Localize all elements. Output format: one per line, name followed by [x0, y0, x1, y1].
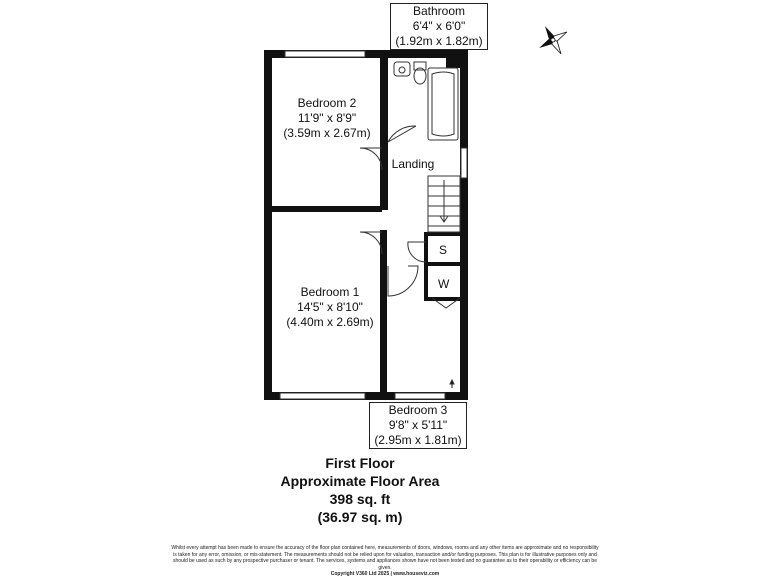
room-size-imperial: 14'5" x 8'10" [297, 300, 363, 314]
room-name: Bedroom 2 [297, 96, 357, 110]
disclaimer-text: Whilst every attempt has been made to ensure the accuracy of the floor plan contained here, measurements of doors, windows, rooms and any other items are approximate and no responsibility is taken for any error, omission, or mis-statement. The measurements should not be relied upon for valuation, transaction and/or funding purposes. This plan is for illustrative purposes only and should be used as such by any prospective purchaser or tenant. The services, systems and appliances shown have not been tested and no guarantee as to their operability or efficiency can be given. [171, 545, 599, 571]
store-label: S [439, 243, 448, 257]
wardrobe-label: W [438, 277, 450, 291]
bedroom1-label [272, 285, 388, 330]
room-size-imperial: 9'8" x 5'11" [388, 418, 448, 432]
disclaimer [170, 545, 600, 578]
room-size-metric: (4.40m x 2.69m) [286, 315, 374, 329]
bathroom-label-box [390, 3, 488, 50]
area-sqft: 398 sq. ft [329, 491, 391, 507]
landing-label [380, 157, 446, 172]
stairs-icon [428, 176, 460, 232]
room-name: Bathroom [412, 4, 466, 18]
room-name: Bedroom 3 [388, 403, 448, 417]
room-name: Landing [391, 157, 435, 171]
basin-icon [394, 62, 410, 76]
area-title: Approximate Floor Area [280, 473, 440, 489]
floor-area-summary [240, 454, 480, 526]
room-size-imperial: 6'4" x 6'0" [412, 19, 466, 33]
bedroom3-label-box [369, 402, 467, 449]
area-sqm: (36.97 sq. m) [317, 509, 403, 525]
room-size-metric: (2.95m x 1.81m) [374, 433, 462, 447]
room-size-metric: (1.92m x 1.82m) [395, 34, 483, 48]
compass-icon [531, 18, 575, 62]
room-size-imperial: 11'9" x 8'9" [297, 111, 357, 125]
room-size-metric: (3.59m x 2.67m) [283, 126, 371, 140]
toilet-icon [414, 62, 426, 70]
copyright-text: Copyright V360 Ltd 2025 | www.houseviz.com [330, 571, 440, 577]
bedroom2-label [272, 96, 382, 141]
room-name: Bedroom 1 [300, 285, 360, 299]
floor-title: First Floor [325, 455, 395, 471]
